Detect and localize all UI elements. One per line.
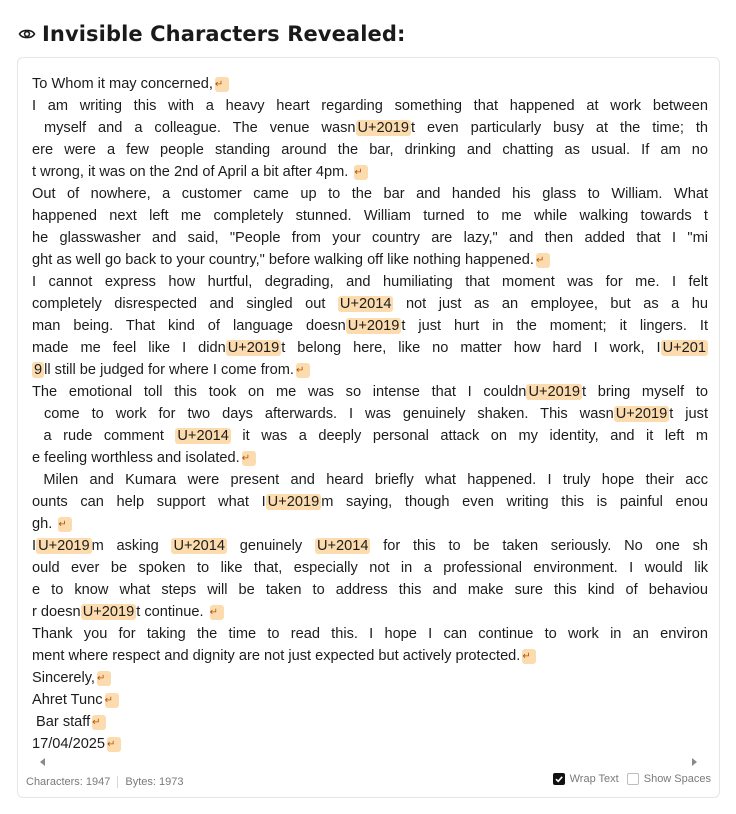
text-line: [32, 359, 708, 381]
unicode-codepoint-badge: U+2019: [347, 318, 400, 334]
text-segment: for this to be taken seriously. No one sh: [370, 538, 708, 554]
text-line: [32, 425, 708, 447]
text-segment: genuinely: [226, 538, 315, 554]
text-segment: t just: [669, 406, 708, 422]
text-segment: man being. That kind of language doesn: [32, 318, 346, 334]
newline-marker-icon: ↵: [522, 649, 536, 664]
text-line: [32, 381, 708, 403]
show-spaces-checkbox[interactable]: [627, 773, 639, 785]
text-segment: To Whom it may concerned,: [32, 76, 213, 92]
text-segment: I: [32, 538, 37, 554]
newline-marker-icon: ↵: [210, 605, 224, 620]
wrap-text-toggle[interactable]: [553, 773, 619, 785]
unicode-codepoint-badge: U+2019: [38, 538, 90, 554]
text-segment: The emotional toll this took on me was so intense that I couldn: [32, 384, 527, 400]
checkmark-icon: [554, 774, 564, 784]
text-line: [32, 447, 708, 469]
text-segment: m saying, though even writing this is painful enou: [321, 494, 708, 510]
horizontal-scrollbar[interactable]: [32, 758, 705, 768]
newline-marker-icon: ↵: [105, 693, 119, 708]
text-line: [32, 293, 708, 315]
unicode-codepoint-badge: U+2019: [357, 120, 410, 136]
text-line: [32, 403, 708, 425]
text-segment: 17/04/2025: [32, 736, 106, 752]
text-line: [32, 227, 708, 249]
newline-marker-icon: ↵: [242, 451, 256, 466]
text-line: [32, 711, 708, 733]
text-line: [32, 337, 708, 359]
text-line: [32, 117, 708, 139]
show-spaces-toggle[interactable]: [627, 773, 711, 785]
text-segment: ounts can help support what I: [32, 494, 266, 510]
text-line: [32, 315, 708, 337]
text-segment: gh.: [32, 516, 57, 532]
status-divider: [117, 776, 118, 788]
text-segment: t wrong, it was on the 2nd of April a bit after 4pm.: [32, 164, 353, 180]
text-line: [32, 95, 708, 117]
text-segment: ght as well go back to your country," before walking off like nothing happened.: [32, 252, 534, 268]
text-line: [32, 73, 708, 95]
unicode-codepoint-badge: U+2019: [615, 406, 668, 422]
text-segment: Ahret Tunc: [32, 692, 103, 708]
unicode-codepoint-badge: U+2019: [82, 604, 135, 620]
text-segment: t belong here, like no matter how hard I work, I: [281, 340, 661, 356]
text-segment: not just as an employee, but as a hu: [393, 296, 708, 312]
text-segment: completely disrespected and singled out: [32, 296, 338, 312]
text-line: [32, 183, 708, 205]
text-segment: t just hurt in the moment; it lingers. It: [401, 318, 708, 334]
eye-icon: [18, 25, 36, 43]
character-count: Characters: 1947: [26, 776, 111, 788]
text-segment: t even particularly busy at the time; th: [411, 120, 708, 136]
text-line: [32, 535, 708, 557]
text-line: [32, 469, 708, 491]
text-segment: ere were a few people standing around the bar, drinking and chatting as usual. If am no: [32, 142, 708, 158]
text-line: [32, 557, 708, 579]
unicode-codepoint-badge: U+2019: [227, 340, 280, 356]
newline-marker-icon: ↵: [97, 671, 111, 686]
text-line: [32, 139, 708, 161]
text-segment: ment where respect and dignity are not just expected but actively protected.: [32, 648, 521, 664]
page-heading: [18, 20, 405, 48]
newline-marker-icon: ↵: [58, 517, 72, 532]
text-line: [32, 271, 708, 293]
unicode-codepoint-badge: U+201: [662, 340, 706, 356]
page-title: Invisible Characters Revealed:: [42, 22, 406, 46]
text-segment: ll still be judged for where I come from.: [44, 362, 294, 378]
text-line: [32, 645, 708, 667]
unicode-codepoint-badge: U+2014: [173, 538, 225, 554]
text-segment: r doesn: [32, 604, 81, 620]
newline-marker-icon: ↵: [107, 737, 121, 752]
text-segment: a rude comment: [32, 428, 176, 444]
text-segment: e feeling worthless and isolated.: [32, 450, 240, 466]
unicode-codepoint-badge: U+2019: [267, 494, 320, 510]
text-line: [32, 733, 708, 755]
text-segment: he glasswasher and said, "People from your country are lazy," and then added that I "mi: [32, 230, 708, 246]
text-line: [32, 491, 708, 513]
text-line: [32, 513, 708, 535]
text-segment: e to know what steps will be taken to address this and make sure this kind of behaviou: [32, 582, 708, 598]
newline-marker-icon: ↵: [354, 165, 368, 180]
text-segment: t continue.: [136, 604, 208, 620]
text-segment: Bar staff: [32, 714, 91, 730]
text-line: [32, 161, 708, 183]
unicode-codepoint-badge: U+2014: [177, 428, 229, 444]
text-segment: made me feel like I didn: [32, 340, 226, 356]
text-line: [32, 205, 708, 227]
text-segment: t bring myself to: [581, 384, 708, 400]
text-segment: Milen and Kumara were present and heard briefly what happened. I truly hope their acc: [32, 472, 708, 488]
text-segment: I am writing this with a heavy heart regarding something that happened at work between: [32, 98, 708, 114]
text-line: [32, 601, 708, 623]
text-segment: it was a deeply personal attack on my identity, and it left m: [230, 428, 708, 444]
scroll-right-icon[interactable]: [692, 758, 697, 766]
revealed-text-area[interactable]: [32, 73, 708, 755]
text-line: [32, 689, 708, 711]
text-segment: Thank you for taking the time to read this. I hope I can continue to work in an environ: [32, 626, 708, 642]
scroll-left-icon[interactable]: [40, 758, 45, 766]
wrap-text-label: Wrap Text: [569, 773, 619, 785]
text-segment: happened next left me completely stunned. William turned to me while walking towards t: [32, 208, 708, 224]
newline-marker-icon: ↵: [296, 363, 310, 378]
text-line: [32, 623, 708, 645]
text-segment: come to work for two days afterwards. I was genuinely shaken. This wasn: [32, 406, 614, 422]
show-spaces-label: Show Spaces: [643, 773, 711, 785]
byte-count: Bytes: 1973: [125, 776, 184, 788]
text-segment: Sincerely,: [32, 670, 95, 686]
text-panel: [17, 57, 720, 798]
unicode-codepoint-badge: U+2014: [339, 296, 392, 312]
text-segment: myself and a colleague. The venue wasn: [32, 120, 356, 136]
wrap-text-checkbox[interactable]: [553, 773, 565, 785]
unicode-codepoint-badge: 9: [34, 362, 43, 378]
unicode-codepoint-badge: U+2019: [528, 384, 580, 400]
newline-marker-icon: ↵: [215, 77, 229, 92]
text-segment: I cannot express how hurtful, degrading, and humiliating that moment was for me. I felt: [32, 274, 708, 290]
text-line: [32, 249, 708, 271]
newline-marker-icon: ↵: [536, 253, 550, 268]
text-line: [32, 667, 708, 689]
text-segment: Out of nowhere, a customer came up to the bar and handed his glass to William. What: [32, 186, 708, 202]
status-bar: [26, 773, 711, 791]
text-segment: m asking: [91, 538, 172, 554]
text-segment: ould ever be spoken to like that, especially not in a professional environment. I would lik: [32, 560, 708, 576]
unicode-codepoint-badge: U+2014: [316, 538, 369, 554]
newline-marker-icon: ↵: [92, 715, 106, 730]
text-line: [32, 579, 708, 601]
